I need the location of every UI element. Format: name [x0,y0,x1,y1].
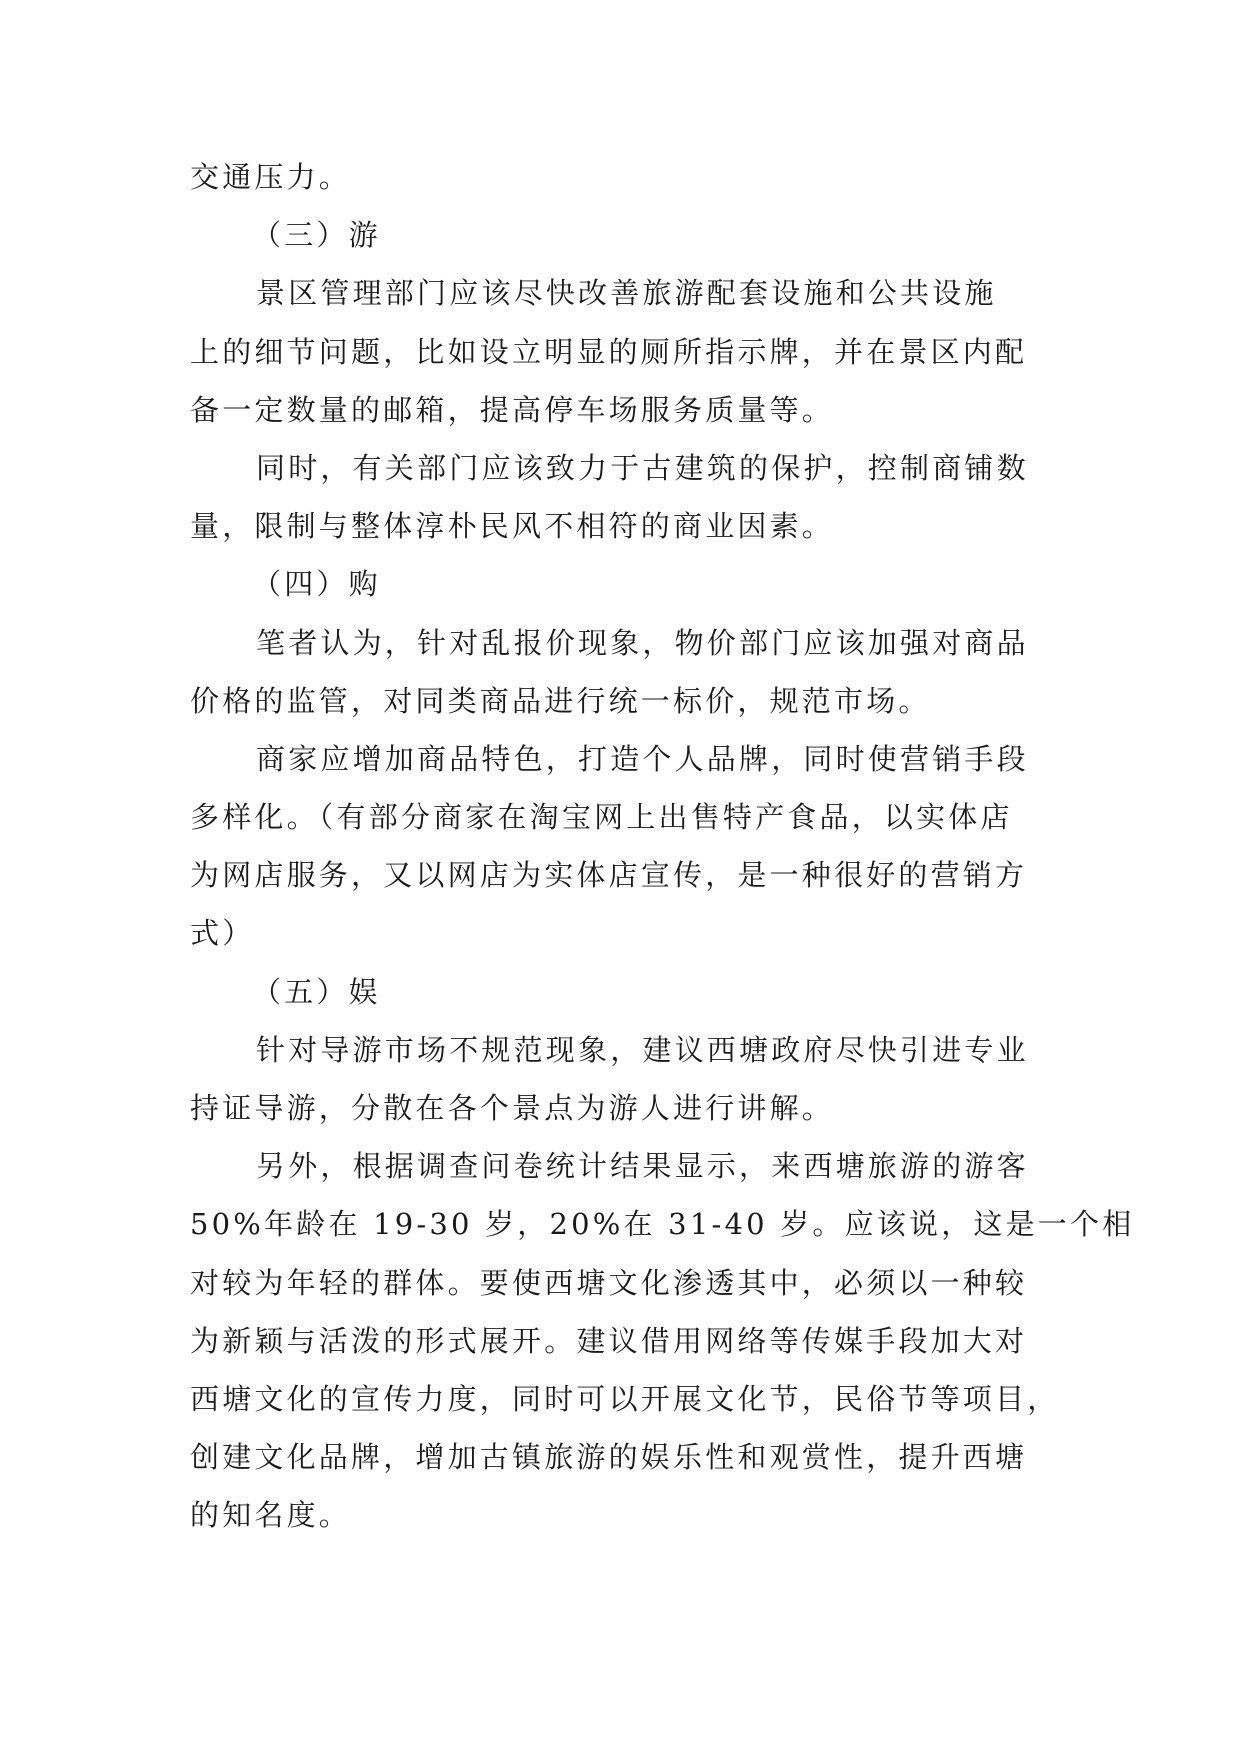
paragraph-first-line: 笔者认为，针对乱报价现象，物价部门应该加强对商品 [256,625,1029,660]
body-line: 为网店服务，又以网店为实体店宣传，是一种很好的营销方 [190,858,1028,893]
body-line: 持证导游，分散在各个景点为游人进行讲解。 [190,1091,835,1125]
body-line: 多样化。（有部分商家在淘宝网上出售特产食品，以实体店 [190,800,1013,835]
body-line: 价格的监管，对同类商品进行统一标价，规范市场。 [190,683,931,718]
paragraph-first-line: 同时，有关部门应该致力于古建筑的保护，控制商铺数 [256,450,1029,485]
document-page [190,148,1135,1545]
section-heading-you: （三）游 [252,218,381,253]
body-line: 创建文化品牌，增加古镇旅游的娱乐性和观赏性，提升西塘 [190,1440,1028,1475]
body-line: 50%年龄在 19-30 岁，20%在 31-40 岁。应该说，这是一个相 [190,1207,1135,1242]
paragraph-first-line: 另外，根据调查问卷统计结果显示，来西塘旅游的游客 [256,1149,1029,1184]
section-heading-gou: （四）购 [252,567,381,602]
body-line: 备一定数量的邮箱，提高停车场服务质量等。 [190,392,835,427]
body-line: 的知名度。 [190,1498,352,1533]
body-line: 上的细节问题，比如设立明显的厕所指示牌，并在景区内配 [190,334,1028,369]
paragraph-first-line: 景区管理部门应该尽快改善旅游配套设施和公共设施 [256,276,997,311]
paragraph-first-line: 针对导游市场不规范现象，建议西塘政府尽快引进专业 [256,1032,1029,1067]
body-line: 为新颖与活泼的形式展开。建议借用网络等传媒手段加大对 [190,1323,1028,1358]
section-heading-yu: （五）娱 [252,974,381,1009]
body-line: 式） [190,916,255,951]
body-line: 西塘文化的宣传力度，同时可以开展文化节，民俗节等项目， [190,1381,1060,1416]
body-line: 量，限制与整体淳朴民风不相符的商业因素。 [190,509,835,544]
body-line: 交通压力。 [190,160,352,194]
paragraph-first-line: 商家应增加商品特色，打造个人品牌，同时使营销手段 [256,741,1029,776]
body-line: 对较为年轻的群体。要使西塘文化渗透其中，必须以一种较 [190,1265,1028,1300]
